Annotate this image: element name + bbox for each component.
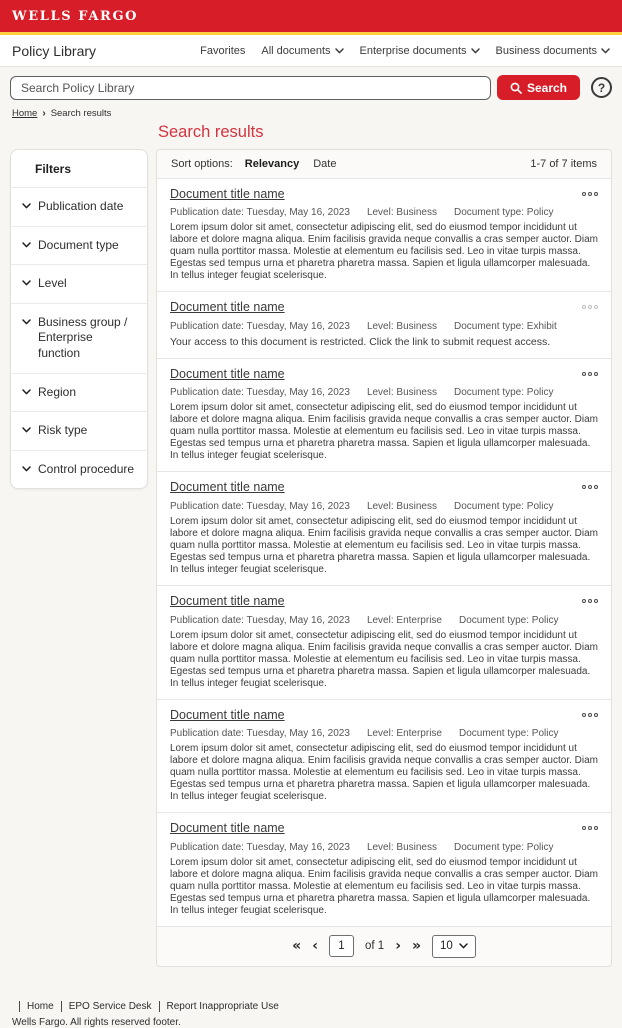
filter-item[interactable] bbox=[11, 264, 147, 303]
footer-links bbox=[12, 1001, 610, 1012]
result-head bbox=[170, 367, 598, 383]
result-level: Level: Enterprise bbox=[366, 728, 442, 740]
search-section bbox=[0, 67, 622, 104]
chevron-down-icon bbox=[601, 48, 610, 54]
chevron-down-icon bbox=[459, 943, 468, 949]
breadcrumb bbox=[0, 104, 622, 121]
result-publication-date: Publication date: Tuesday, May 16, 2023 bbox=[170, 387, 350, 399]
result-title-link[interactable]: Document title name bbox=[170, 480, 285, 495]
search-button-label: Search bbox=[526, 80, 567, 95]
result-level: Level: Business bbox=[366, 841, 437, 853]
filter-item[interactable] bbox=[11, 303, 147, 373]
result-publication-date: Publication date: Tuesday, May 16, 2023 bbox=[170, 614, 350, 626]
nav-item-label: Business documents bbox=[495, 44, 597, 57]
search-icon bbox=[510, 82, 522, 94]
help-button[interactable] bbox=[591, 77, 612, 98]
nav-item-label: Enterprise documents bbox=[359, 44, 467, 57]
filter-item-label: Region bbox=[38, 384, 77, 399]
result-head bbox=[170, 480, 598, 496]
result-item bbox=[157, 292, 611, 358]
result-head bbox=[170, 821, 598, 837]
filters-title: Filters bbox=[35, 162, 72, 176]
app-bar bbox=[0, 35, 622, 67]
result-title-link[interactable]: Document title name bbox=[170, 366, 285, 381]
nav-item-label: All documents bbox=[261, 44, 331, 57]
result-meta bbox=[170, 615, 598, 626]
result-level: Level: Business bbox=[366, 387, 437, 399]
footer-link[interactable]: Home bbox=[19, 1001, 54, 1012]
result-level: Level: Business bbox=[366, 207, 437, 219]
filter-list bbox=[11, 187, 147, 488]
page-footer bbox=[12, 1001, 610, 1028]
nav-item[interactable] bbox=[200, 45, 245, 57]
result-doc-type: Document type: Policy bbox=[458, 728, 559, 740]
sort-option[interactable]: Date bbox=[313, 157, 337, 170]
breadcrumb-home-link[interactable]: Home bbox=[12, 108, 38, 119]
sort-options-label: Sort options: bbox=[171, 157, 233, 170]
results-column bbox=[156, 123, 612, 967]
nav-item[interactable] bbox=[496, 45, 611, 57]
result-meta bbox=[170, 728, 598, 739]
result-level: Level: Enterprise bbox=[366, 614, 442, 626]
previous-page-icon[interactable]: ‹ bbox=[312, 938, 318, 955]
chevron-down-icon bbox=[22, 389, 31, 395]
result-doc-type: Document type: Policy bbox=[453, 387, 554, 399]
more-actions-icon[interactable] bbox=[582, 367, 598, 376]
page-size-value: 10 bbox=[440, 940, 453, 953]
result-head bbox=[170, 594, 598, 610]
filter-item[interactable] bbox=[11, 450, 147, 489]
result-title-link[interactable]: Document title name bbox=[170, 593, 285, 608]
filter-item[interactable] bbox=[11, 411, 147, 450]
filter-item[interactable] bbox=[11, 226, 147, 265]
page-size-select[interactable] bbox=[432, 935, 476, 958]
result-item bbox=[157, 813, 611, 927]
result-description: Lorem ipsum dolor sit amet, consectetur adipiscing elit, sed do eiusmod tempor incididunt ut labore et dolore magna aliqua. Enim facilisis gravida neque convallis a cras semper auctor. Diam quam nulla porttitor massa. Molestie at elementum eu facilisis sed. Leo in vitae turpis massa. Egestas sed tempus urna et pharetra pharetra massa. Sapien et ligula ullamcorper malesuada. In tellus integer feugiat scelerisque. bbox=[170, 629, 598, 689]
result-item bbox=[157, 586, 611, 700]
sort-option[interactable]: Relevancy bbox=[244, 157, 300, 170]
nav-item[interactable] bbox=[261, 45, 343, 57]
chevron-down-icon bbox=[471, 48, 480, 54]
chevron-down-icon bbox=[22, 427, 31, 433]
pagination bbox=[157, 927, 611, 966]
first-page-icon[interactable]: « bbox=[292, 938, 302, 955]
question-mark-icon: ? bbox=[597, 80, 606, 95]
result-publication-date: Publication date: Tuesday, May 16, 2023 bbox=[170, 207, 350, 219]
result-description: Lorem ipsum dolor sit amet, consectetur adipiscing elit, sed do eiusmod tempor incididunt ut labore et dolore magna aliqua. Enim facilisis gravida neque convallis a cras semper auctor. Diam quam nulla porttitor massa. Molestie at elementum eu facilisis sed. Leo in vitae turpis massa. Egestas sed tempus urna et pharetra pharetra massa. Sapien et ligula ullamcorper malesuada. In tellus integer feugiat scelerisque. bbox=[170, 743, 598, 803]
more-actions-icon[interactable] bbox=[582, 300, 598, 309]
search-button[interactable] bbox=[497, 75, 580, 100]
chevron-down-icon bbox=[22, 319, 31, 325]
filter-item-label: Risk type bbox=[38, 423, 88, 438]
result-doc-type: Document type: Exhibit bbox=[453, 321, 557, 333]
page-number-input[interactable] bbox=[329, 935, 354, 957]
filter-item-label: Document type bbox=[38, 237, 119, 252]
result-item bbox=[157, 359, 611, 473]
result-description: Lorem ipsum dolor sit amet, consectetur adipiscing elit, sed do eiusmod tempor incididunt ut labore et dolore magna aliqua. Enim facilisis gravida neque convallis a cras semper auctor. Diam quam nulla porttitor massa. Molestie at elementum eu facilisis sed. Leo in vitae turpis massa. Egestas sed tempus urna et pharetra pharetra massa. Sapien et ligula ullamcorper malesuada. In tellus integer feugiat scelerisque. bbox=[170, 222, 598, 282]
more-actions-icon[interactable] bbox=[582, 187, 598, 196]
app-title: Policy Library bbox=[12, 42, 97, 59]
result-doc-type: Document type: Policy bbox=[453, 500, 554, 512]
filter-item-label: Business group / Enterprise function bbox=[38, 314, 128, 360]
result-item bbox=[157, 700, 611, 814]
result-head bbox=[170, 300, 598, 316]
more-actions-icon[interactable] bbox=[582, 480, 598, 489]
nav-item-label: Favorites bbox=[200, 44, 246, 57]
result-level: Level: Business bbox=[366, 321, 437, 333]
brand-bar bbox=[0, 0, 622, 32]
header-nav bbox=[200, 45, 610, 57]
result-description: Your access to this document is restricted. Click the link to submit request access. bbox=[170, 336, 551, 349]
chevron-down-icon bbox=[22, 466, 31, 472]
result-head bbox=[170, 187, 598, 203]
sort-options bbox=[245, 158, 337, 170]
footer-link[interactable]: Report Inappropriate Use bbox=[159, 1001, 279, 1012]
result-level: Level: Business bbox=[366, 500, 437, 512]
result-head bbox=[170, 708, 598, 724]
results-count: 1-7 of 7 items bbox=[530, 157, 597, 170]
filter-item-label: Control procedure bbox=[38, 461, 135, 476]
result-item bbox=[157, 179, 611, 293]
filter-item[interactable] bbox=[11, 187, 147, 226]
footer-copyright: Wells Fargo. All rights reserved footer. bbox=[12, 1016, 181, 1028]
filter-item-label: Publication date bbox=[38, 199, 124, 213]
result-title-link[interactable]: Document title name bbox=[170, 186, 285, 201]
results-toolbar bbox=[157, 150, 611, 179]
more-actions-icon[interactable] bbox=[582, 594, 598, 603]
result-title-link[interactable]: Document title name bbox=[170, 821, 285, 836]
result-doc-type: Document type: Policy bbox=[453, 207, 554, 219]
result-publication-date: Publication date: Tuesday, May 16, 2023 bbox=[170, 500, 350, 512]
result-item bbox=[157, 472, 611, 586]
result-meta bbox=[170, 387, 598, 398]
results-panel bbox=[156, 149, 612, 967]
filters-sidebar bbox=[10, 149, 148, 489]
chevron-down-icon bbox=[22, 242, 31, 248]
chevron-right-icon: › bbox=[42, 107, 46, 119]
filter-item[interactable] bbox=[11, 373, 147, 412]
result-publication-date: Publication date: Tuesday, May 16, 2023 bbox=[170, 841, 350, 853]
result-description: Lorem ipsum dolor sit amet, consectetur adipiscing elit, sed do eiusmod tempor incididunt ut labore et dolore magna aliqua. Enim facilisis gravida neque convallis a cras semper auctor. Diam quam nulla porttitor massa. Molestie at elementum eu facilisis sed. Leo in vitae turpis massa. Egestas sed tempus urna et pharetra pharetra massa. Sapien et ligula ullamcorper malesuada. In tellus integer feugiat scelerisque. bbox=[170, 402, 598, 462]
result-description: Lorem ipsum dolor sit amet, consectetur adipiscing elit, sed do eiusmod tempor incididunt ut labore et dolore magna aliqua. Enim facilisis gravida neque convallis a cras semper auctor. Diam quam nulla porttitor massa. Molestie at elementum eu facilisis sed. Leo in vitae turpis massa. Egestas sed tempus urna et pharetra pharetra massa. Sapien et ligula ullamcorper malesuada. In tellus integer feugiat scelerisque. bbox=[170, 515, 598, 575]
result-doc-type: Document type: Policy bbox=[458, 614, 559, 626]
chevron-down-icon bbox=[335, 48, 344, 54]
last-page-icon[interactable]: » bbox=[411, 938, 422, 955]
result-title-link[interactable]: Document title name bbox=[170, 707, 285, 722]
result-publication-date: Publication date: Tuesday, May 16, 2023 bbox=[170, 321, 350, 333]
page-title: Search results bbox=[158, 123, 264, 141]
chevron-down-icon bbox=[22, 203, 31, 209]
result-meta bbox=[170, 501, 598, 512]
result-publication-date: Publication date: Tuesday, May 16, 2023 bbox=[170, 728, 350, 740]
chevron-down-icon bbox=[22, 280, 31, 286]
next-page-icon[interactable]: › bbox=[395, 938, 401, 955]
sort-options-group bbox=[171, 158, 336, 170]
wells-fargo-logo: WELLS FARGO bbox=[12, 8, 139, 24]
result-meta bbox=[170, 321, 598, 332]
nav-item[interactable] bbox=[360, 45, 480, 57]
result-title-link[interactable]: Document title name bbox=[170, 300, 285, 315]
content bbox=[0, 121, 622, 967]
breadcrumb-current: Search results bbox=[50, 108, 112, 119]
result-meta bbox=[170, 207, 598, 218]
footer-link[interactable]: EPO Service Desk bbox=[61, 1001, 152, 1012]
result-meta bbox=[170, 842, 598, 853]
result-list bbox=[157, 179, 611, 927]
more-actions-icon[interactable] bbox=[582, 821, 598, 830]
result-doc-type: Document type: Policy bbox=[453, 841, 554, 853]
result-description: Lorem ipsum dolor sit amet, consectetur adipiscing elit, sed do eiusmod tempor incididunt ut labore et dolore magna aliqua. Enim facilisis gravida neque convallis a cras semper auctor. Diam quam nulla porttitor massa. Molestie at elementum eu facilisis sed. Leo in vitae turpis massa. Egestas sed tempus urna et pharetra pharetra massa. Sapien et ligula ullamcorper malesuada. In tellus integer feugiat scelerisque. bbox=[170, 856, 598, 916]
filter-item-label: Level bbox=[38, 276, 67, 291]
page-of-label: of 1 bbox=[365, 940, 385, 953]
more-actions-icon[interactable] bbox=[582, 708, 598, 717]
search-input[interactable] bbox=[10, 76, 491, 100]
